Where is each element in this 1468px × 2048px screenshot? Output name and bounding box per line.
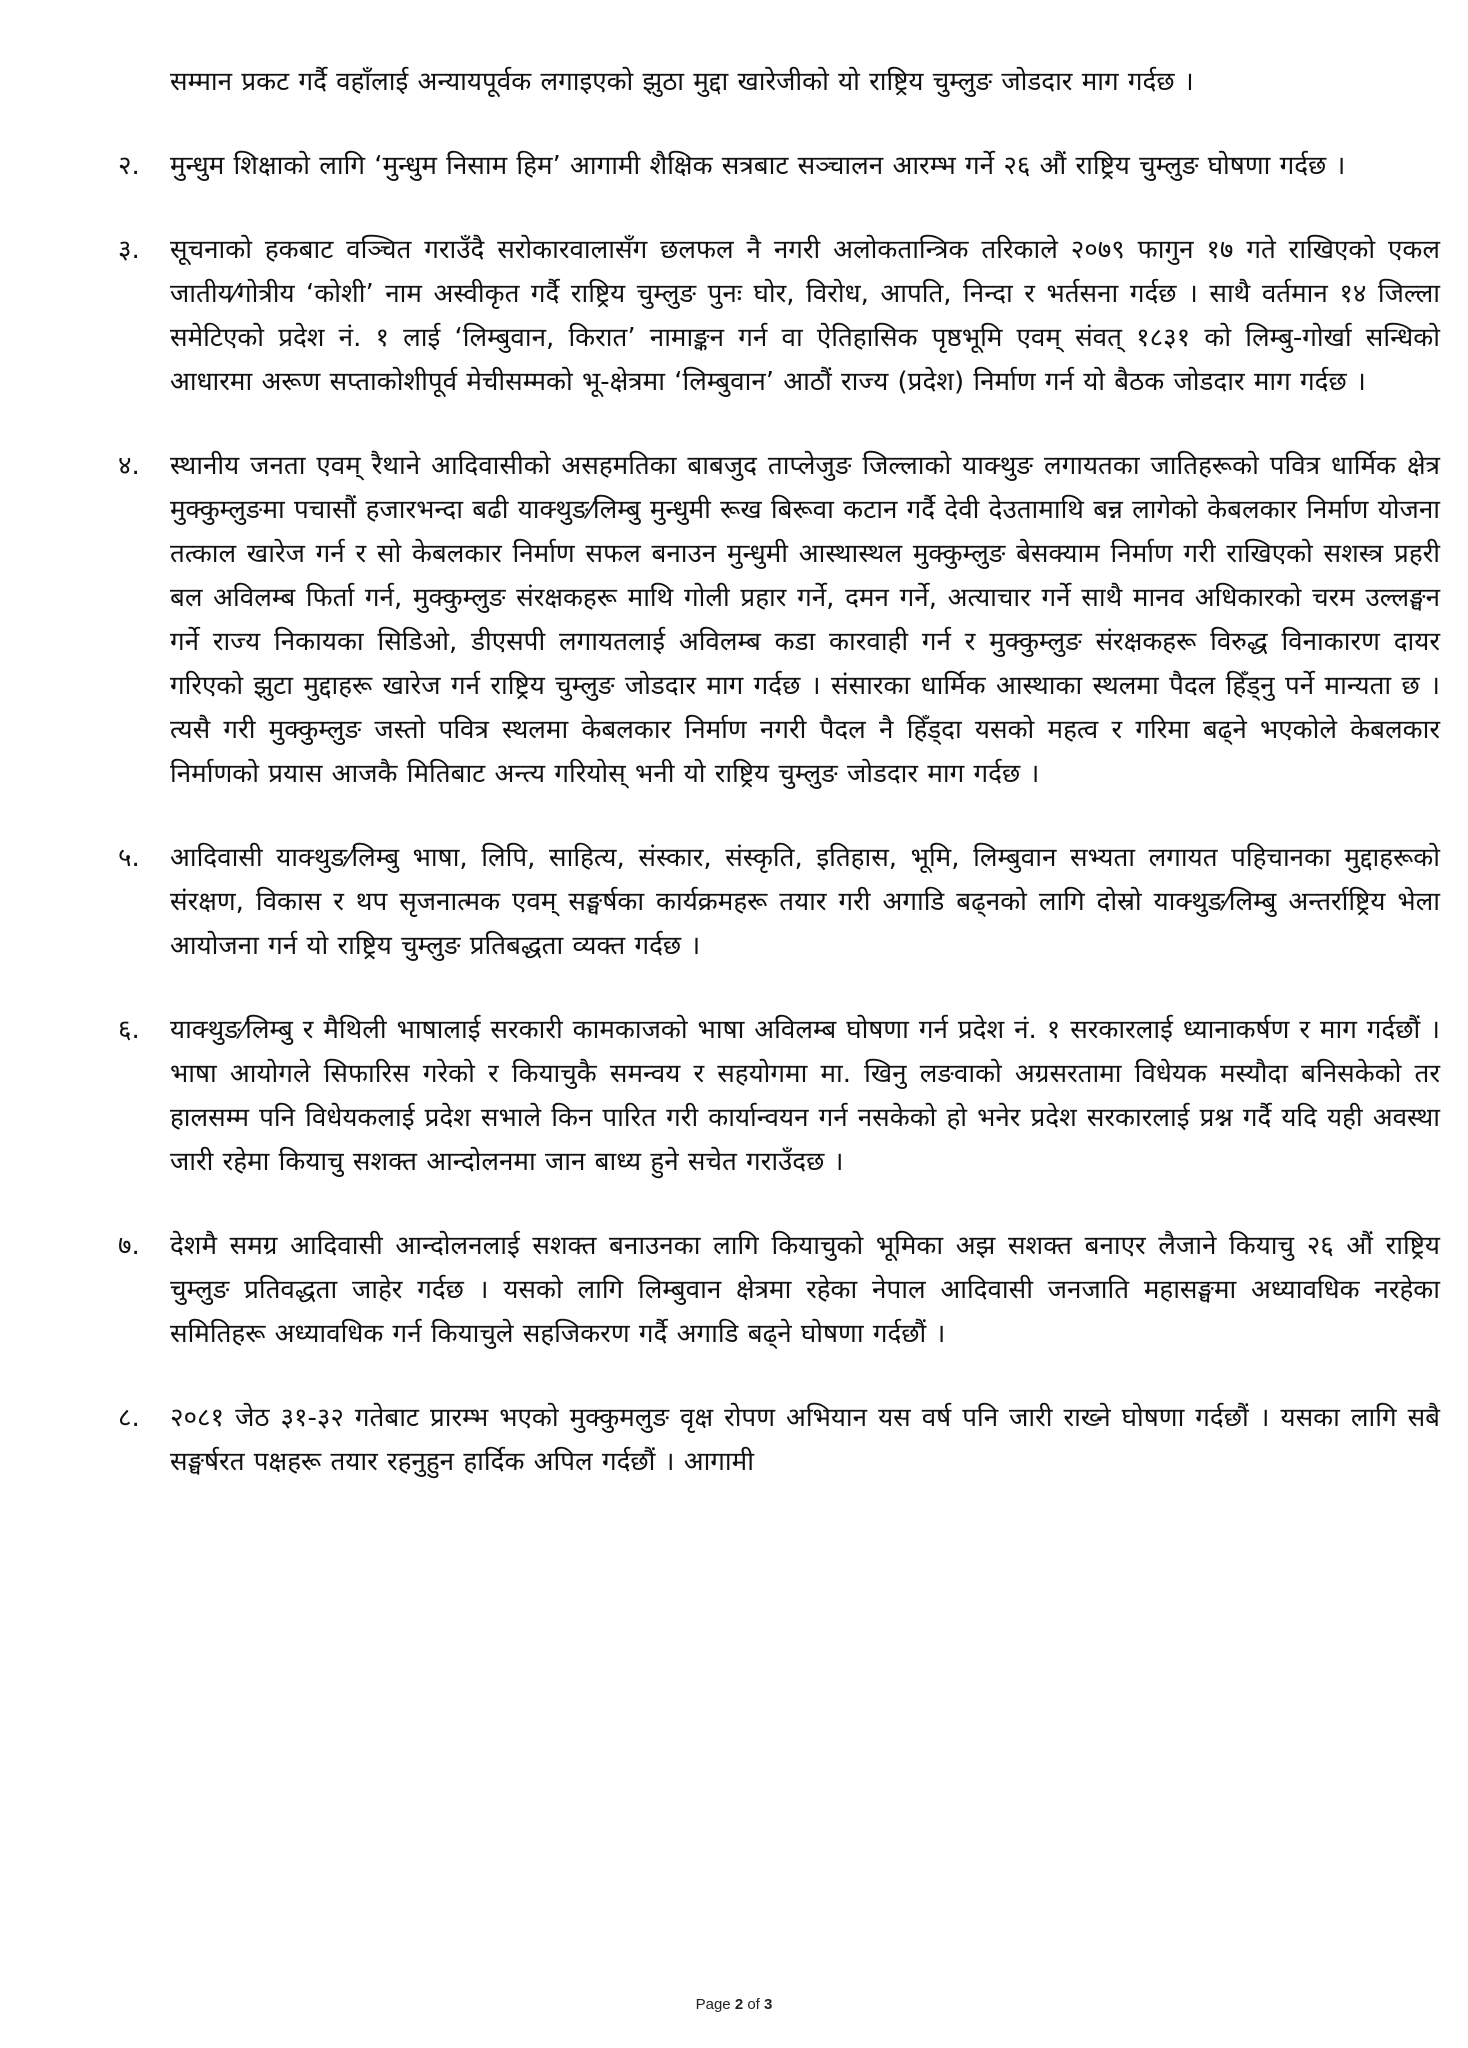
item-4 (118, 444, 1440, 796)
item-number: ५. (118, 843, 140, 873)
item-number: ७. (118, 1231, 140, 1261)
intro-continuation (118, 60, 1440, 104)
item-8 (118, 1396, 1440, 1484)
item-number: ६. (118, 1015, 140, 1045)
item-number: ८. (118, 1403, 140, 1433)
intro-text: सम्मान प्रकट गर्दै वहाँलाई अन्यायपूर्वक लगाइएको झुठा मुद्दा खारेजीको यो राष्ट्रिय चुम्लुङ जोडदार माग गर्दछ । (170, 67, 1194, 97)
document-body (118, 60, 1440, 1524)
item-text: सूचनाको हकबाट वञ्चित गराउँदै सरोकारवालासँग छलफल नै नगरी अलोकतान्त्रिक तरिकाले २०७९ फागुन १७ गते राखिएको एकल जातीय⁄गोत्रीय ‘कोशी’ नाम अस्वीकृत गर्दै राष्ट्रिय चुम्लुङ पुनः घोर, विरोध, आपति, निन्दा र भर्तसना गर्दछ । साथै वर्तमान १४ जिल्ला समेटिएको प्रदेश नं. १ लाई ‘लिम्बुवान, किरात’ नामाङ्कन गर्न वा ऐतिहासिक पृष्ठभूमि एवम् संवत् १८३१ को लिम्बु-गोर्खा सन्धिको आधारमा अरूण सप्ताकोशीपूर्व मेचीसम्मको भू-क्षेत्रमा ‘लिम्बुवान’ आठौं राज्य (प्रदेश) निर्माण गर्न यो बैठक जोडदार माग गर्दछ । (170, 235, 1440, 397)
item-6 (118, 1008, 1440, 1184)
item-text: देशमै समग्र आदिवासी आन्दोलनलाई सशक्त बनाउनका लागि कियाचुको भूमिका अझ सशक्त बनाएर लैजाने कियाचु २६ औं राष्ट्रिय चुम्लुङ प्रतिवद्धता जाहेर गर्दछ । यसको लागि लिम्बुवान क्षेत्रमा रहेका नेपाल आदिवासी जनजाति महासङ्घमा अध्यावधिक नरहेका समितिहरू अध्यावधिक गर्न कियाचुले सहजिकरण गर्दै अगाडि बढ्ने घोषणा गर्दछौं । (170, 1231, 1440, 1349)
item-text: याक्थुङ⁄लिम्बु र मैथिली भाषालाई सरकारी कामकाजको भाषा अविलम्ब घोषणा गर्न प्रदेश नं. १ सरकारलाई ध्यानाकर्षण र माग गर्दछौं । भाषा आयोगले सिफारिस गरेको र कियाचुकै समन्वय र सहयोगमा मा. खिनु लङवाको अग्रसरतामा विधेयक मस्यौदा बनिसकेको तर हालसम्म पनि विधेयकलाई प्रदेश सभाले किन पारित गरी कार्यान्वयन गर्न नसकेको हो भनेर प्रदेश सरकारलाई प्रश्न गर्दै यदि यही अवस्था जारी रहेमा कियाचु सशक्त आन्दोलनमा जान बाध्य हुने सचेत गराउँदछ । (170, 1015, 1440, 1177)
item-text: आदिवासी याक्थुङ⁄लिम्बु भाषा, लिपि, साहित्य, संस्कार, संस्कृति, इतिहास, भूमि, लिम्बुवान सभ्यता लगायत पहिचानका मुद्दाहरूको संरक्षण, विकास र थप सृजनात्मक एवम् सङ्घर्षका कार्यक्रमहरू तयार गरी अगाडि बढ्नको लागि दोस्रो याक्थुङ⁄लिम्बु अन्तर्राष्ट्रिय भेला आयोजना गर्न यो राष्ट्रिय चुम्लुङ प्रतिबद्धता व्यक्त गर्दछ । (170, 843, 1440, 961)
footer-of-word: of (747, 1996, 760, 2013)
item-3 (118, 228, 1440, 404)
item-number: ४. (118, 451, 140, 481)
item-text: २०८१ जेठ ३१-३२ गतेबाट प्रारम्भ भएको मुक्कुमलुङ वृक्ष रोपण अभियान यस वर्ष पनि जारी राख्ने घोषणा गर्दछौं । यसका लागि सबै सङ्घर्षरत पक्षहरू तयार रहनुहुन हार्दिक अपिल गर्दछौं । आगामी (170, 1403, 1440, 1477)
footer-page-word: Page (695, 1996, 731, 2013)
item-7 (118, 1224, 1440, 1356)
item-5 (118, 836, 1440, 968)
item-2 (118, 144, 1440, 188)
footer-current-page: 2 (734, 1996, 744, 2013)
item-text: स्थानीय जनता एवम् रैथाने आदिवासीको असहमतिका बाबजुद ताप्लेजुङ जिल्लाको याक्थुङ लगायतका जातिहरूको पवित्र धार्मिक क्षेत्र मुक्कुम्लुङमा पचासौं हजारभन्दा बढी याक्थुङ⁄लिम्बु मुन्धुमी रूख बिरूवा कटान गर्दै देवी देउतामाथि बन्न लागेको केबलकार निर्माण योजना तत्काल खारेज गर्न र सो केबलकार निर्माण सफल बनाउन मुन्धुमी आस्थास्थल मुक्कुम्लुङ बेसक्याम निर्माण गरी राखिएको सशस्त्र प्रहरी बल अविलम्ब फिर्ता गर्न, मुक्कुम्लुङ संरक्षकहरू माथि गोली प्रहार गर्ने, दमन गर्ने, अत्याचार गर्ने साथै मानव अधिकारको चरम उल्लङ्घन गर्ने राज्य निकायका सिडिओ, डीएसपी लगायतलाई अविलम्ब कडा कारवाही गर्न र मुक्कुम्लुङ संरक्षकहरू विरुद्ध विनाकारण दायर गरिएको झुटा मुद्दाहरू खारेज गर्न राष्ट्रिय चुम्लुङ जोडदार माग गर्दछ । संसारका धार्मिक आस्थाका स्थलमा पैदल हिँड्नु पर्ने मान्यता छ । त्यसै गरी मुक्कुम्लुङ जस्तो पवित्र स्थलमा केबलकार निर्माण नगरी पैदल नै हिँड्दा यसको महत्व र गरिमा बढ्ने भएकोले केबलकार निर्माणको प्रयास आजकै मितिबाट अन्त्य गरियोस् भनी यो राष्ट्रिय चुम्लुङ जोडदार माग गर्दछ । (170, 451, 1440, 789)
item-number: ३. (118, 235, 140, 265)
footer-total-pages: 3 (764, 1996, 773, 2013)
item-number: २. (118, 151, 140, 181)
item-text: मुन्धुम शिक्षाको लागि ‘मुन्धुम निसाम हिम’ आगामी शैक्षिक सत्रबाट सञ्चालन आरम्भ गर्ने २६ औं राष्ट्रिय चुम्लुङ घोषणा गर्दछ । (170, 151, 1346, 181)
page-footer (0, 1996, 1468, 2013)
